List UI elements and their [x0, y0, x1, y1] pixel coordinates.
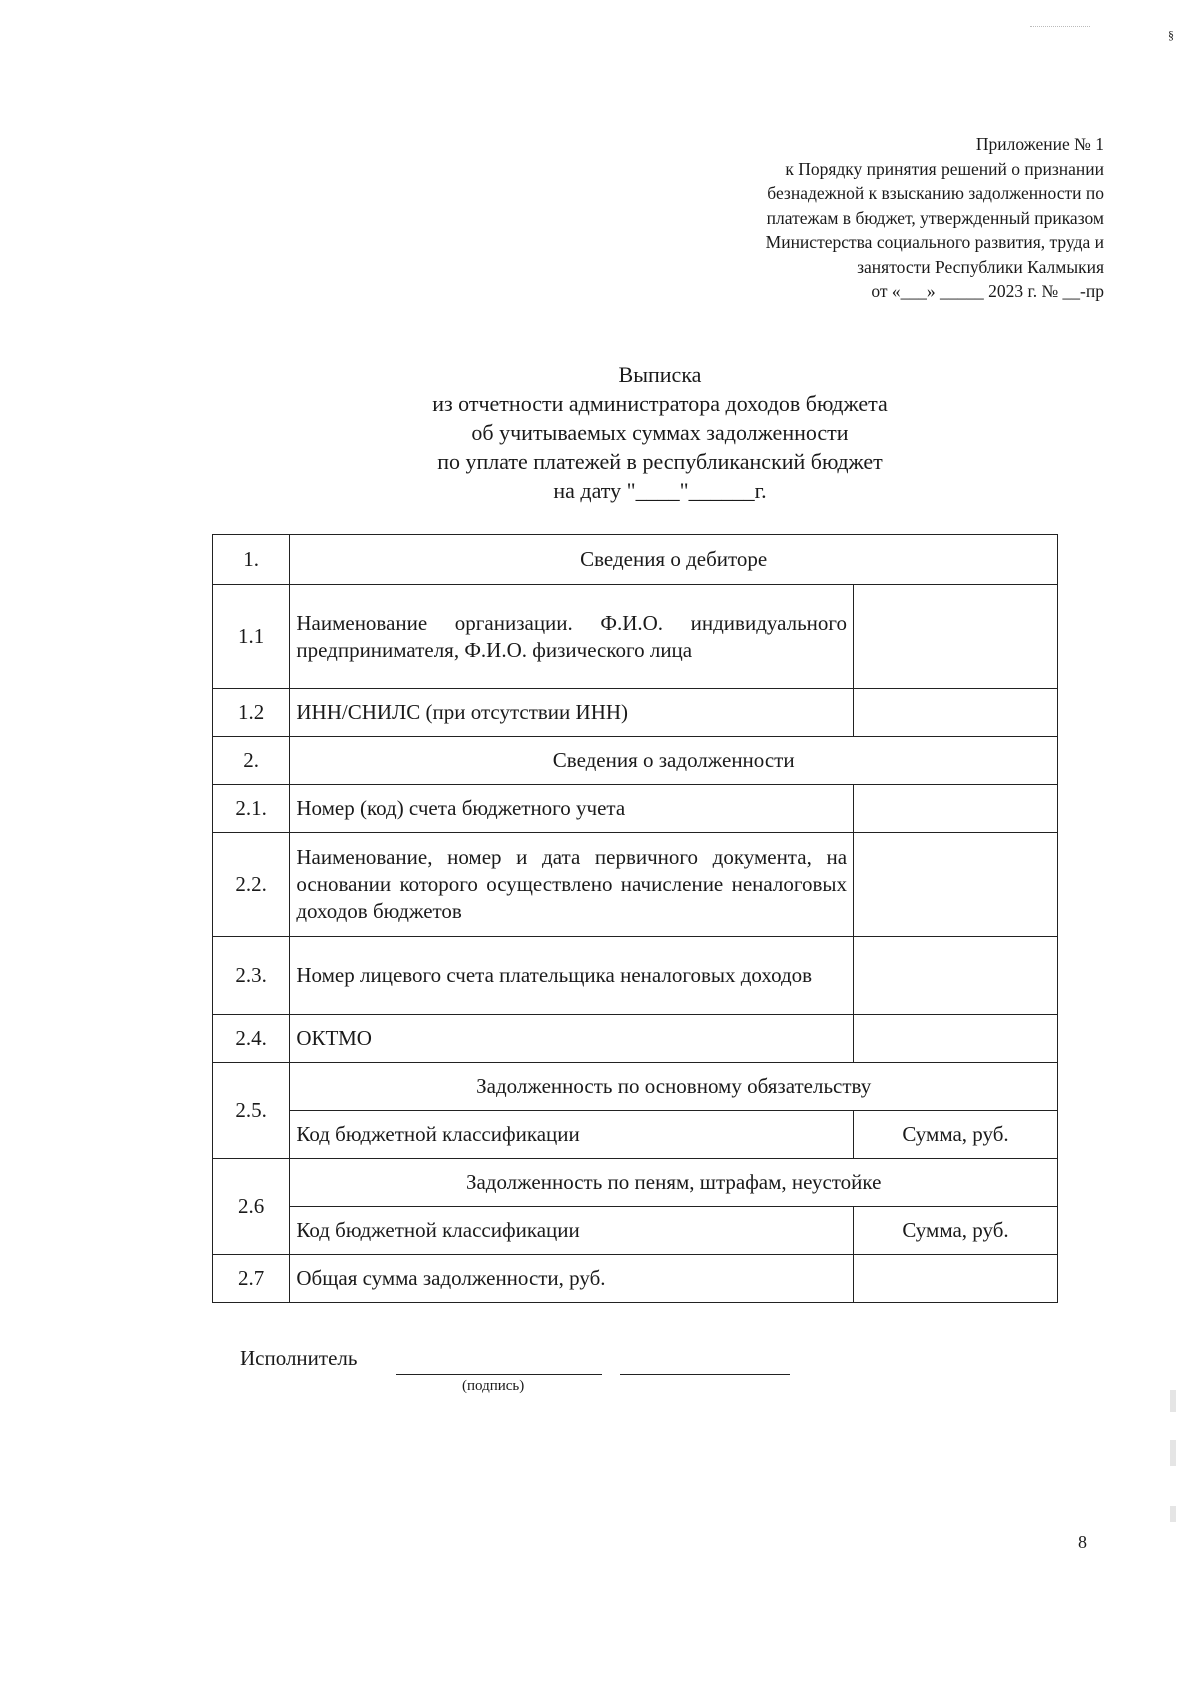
scan-artifact [1170, 1440, 1176, 1466]
value-cell [854, 937, 1058, 1015]
column-label-code: Код бюджетной классификации [290, 1111, 854, 1159]
row-label: Номер лицевого счета плательщика неналоговых доходов [290, 937, 854, 1015]
row-number: 1. [213, 535, 290, 585]
column-label-code: Код бюджетной классификации [290, 1207, 854, 1255]
row-number: 2.6 [213, 1159, 290, 1255]
value-cell [854, 585, 1058, 689]
value-cell [854, 1015, 1058, 1063]
appendix-line: Министерства социального развития, труда и [765, 232, 1104, 252]
table-row [213, 833, 1058, 937]
name-line [620, 1374, 790, 1375]
scan-artifact [1170, 1506, 1176, 1522]
page-number: 8 [1078, 1532, 1087, 1552]
subsection-heading: Задолженность по пеням, штрафам, неустойке [290, 1159, 1058, 1207]
table-row [213, 737, 1058, 785]
appendix-line: Приложение № 1 [975, 134, 1104, 154]
appendix-line: безнадежной к взысканию задолженности по [767, 183, 1104, 203]
row-number: 2.7 [213, 1255, 290, 1303]
value-cell [854, 1255, 1058, 1303]
value-cell [854, 689, 1058, 737]
row-number: 2.5. [213, 1063, 290, 1159]
row-label: Общая сумма задолженности, руб. [290, 1255, 854, 1303]
title-line: Выписка [618, 362, 702, 387]
row-label: Наименование организации. Ф.И.О. индивидуального предпринимателя, Ф.И.О. физического лица [290, 585, 854, 689]
row-number: 1.1 [213, 585, 290, 689]
table-row [213, 1255, 1058, 1303]
row-label: ОКТМО [290, 1015, 854, 1063]
appendix-line: платежам в бюджет, утвержденный приказом [766, 207, 1104, 228]
title-line: на дату "____"______г. [553, 478, 767, 503]
table-row [213, 1063, 1058, 1111]
signature-line [396, 1374, 602, 1375]
column-label-sum: Сумма, руб. [854, 1207, 1058, 1255]
scan-artifact [1030, 26, 1090, 31]
executor-label: Исполнитель [240, 1346, 358, 1370]
statement-table [212, 534, 1058, 1303]
section-heading: Сведения о задолженности [290, 737, 1058, 785]
table-row [213, 1207, 1058, 1255]
row-label: ИНН/СНИЛС (при отсутствии ИНН) [290, 689, 854, 737]
subsection-heading: Задолженность по основному обязательству [290, 1063, 1058, 1111]
row-label: Наименование, номер и дата первичного документа, на основании которого осуществлено начисление неналоговых доходов бюджетов [290, 833, 854, 937]
document-title [300, 360, 1020, 505]
table-row [213, 1159, 1058, 1207]
appendix-line: занятости Республики Калмыкия [857, 256, 1104, 277]
table-row [213, 585, 1058, 689]
table-row [213, 937, 1058, 1015]
table-row [213, 1111, 1058, 1159]
row-number: 2.2. [213, 833, 290, 937]
table-row [213, 535, 1058, 585]
title-line: из отчетности администратора доходов бюджета [432, 391, 888, 416]
value-cell [854, 785, 1058, 833]
title-line: об учитываемых суммах задолженности [471, 420, 849, 445]
row-number: 1.2 [213, 689, 290, 737]
row-number: 2. [213, 737, 290, 785]
table-row [213, 1015, 1058, 1063]
column-label-sum: Сумма, руб. [854, 1111, 1058, 1159]
section-heading: Сведения о дебиторе [290, 535, 1058, 585]
row-number: 2.4. [213, 1015, 290, 1063]
value-cell [854, 833, 1058, 937]
row-number: 2.3. [213, 937, 290, 1015]
corner-mark: § [1168, 28, 1174, 42]
table-row [213, 785, 1058, 833]
scan-artifact [1170, 1390, 1176, 1412]
row-number: 2.1. [213, 785, 290, 833]
table-row [213, 689, 1058, 737]
appendix-line: от «___» _____ 2023 г. № __-пр [871, 281, 1104, 301]
signature-caption: (подпись) [462, 1378, 525, 1394]
title-line: по уплате платежей в республиканский бюджет [437, 449, 883, 474]
appendix-line: к Порядку принятия решений о признании [785, 158, 1104, 179]
appendix-header [644, 132, 1104, 304]
row-label: Номер (код) счета бюджетного учета [290, 785, 854, 833]
